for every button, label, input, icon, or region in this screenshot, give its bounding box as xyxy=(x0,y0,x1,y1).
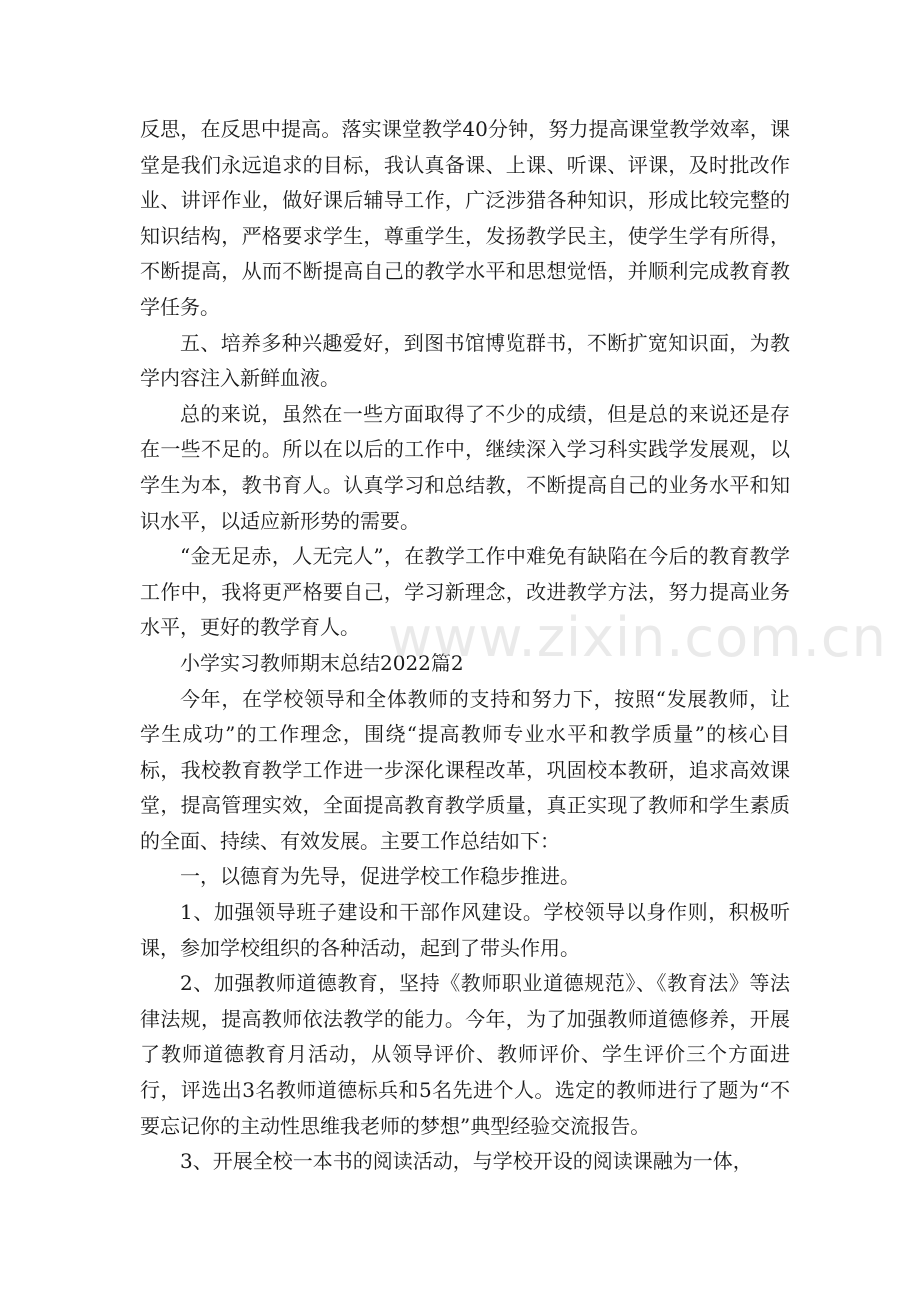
paragraph-1: 反思，在反思中提高。落实课堂教学40分钟，努力提高课堂教学效率，课堂是我们永远追求的目标，我认真备课、上课、听课、评课，及时批改作业、讲评作业，做好课后辅导工作，广泛涉猎各种知识，形成比较完整的知识结构，严格要求学生，尊重学生，发扬教学民主，使学生学有所得，不断提高，从而不断提高自己的教学水平和思想觉悟，并顺利完成教育教学任务。 xyxy=(140,117,790,319)
section-heading: 小学实习教师期末总结2022篇2 xyxy=(180,650,464,675)
paragraph-3: 总的来说，虽然在一些方面取得了不少的成绩，但是总的来说还是存在一些不足的。所以在以后的工作中，继续深入学习科实践学发展观，以学生为本，教书育人。认真学习和总结教，不断提高自己的业务水平和知识水平，以适应新形势的需要。 xyxy=(140,401,790,533)
paragraph-7: 1、加强领导班子建设和干部作风建设。学校领导以身作则，积极听课，参加学校组织的各种活动，起到了带头作用。 xyxy=(140,900,790,960)
document-body xyxy=(140,112,790,1180)
paragraph-5: 今年，在学校领导和全体教师的支持和努力下，按照“发展教师，让学生成功”的工作理念，围绕“提高教师专业水平和教学质量”的核心目标，我校教育教学工作进一步深化课程改革，巩固校本教研，追求高效课堂，提高管理实效，全面提高教育教学质量，真正实现了教师和学生素质的全面、持续、有效发展。主要工作总结如下： xyxy=(140,686,790,853)
paragraph-2: 五、培养多种兴趣爱好，到图书馆博览群书，不断扩宽知识面，为教学内容注入新鲜血液。 xyxy=(140,330,790,391)
paragraph-4: “金无足赤，人无完人”，在教学工作中难免有缺陷在今后的教育教学工作中，我将更严格要自己，学习新理念，改进教学方法，努力提高业务水平，更好的教学育人。 xyxy=(140,544,790,640)
paragraph-8: 2、加强教师道德教育，坚持《教师职业道德规范》、《教育法》等法律法规，提高教师依法教学的能力。今年，为了加强教师道德修养，开展了教师道德教育月活动，从领导评价、教师评价、学生评价三个方面进行，评选出3名教师道德标兵和5名先进个人。选定的教师进行了题为“不要忘记你的主动性思维我老师的梦想”典型经验交流报告。 xyxy=(140,971,790,1138)
paragraph-9: 3、开展全校一本书的阅读活动，与学校开设的阅读课融为一体， xyxy=(180,1149,753,1174)
watermark: www.zixin.com.cn xyxy=(388,606,887,669)
paragraph-6: 一，以德育为先导，促进学校工作稳步推进。 xyxy=(180,864,580,889)
